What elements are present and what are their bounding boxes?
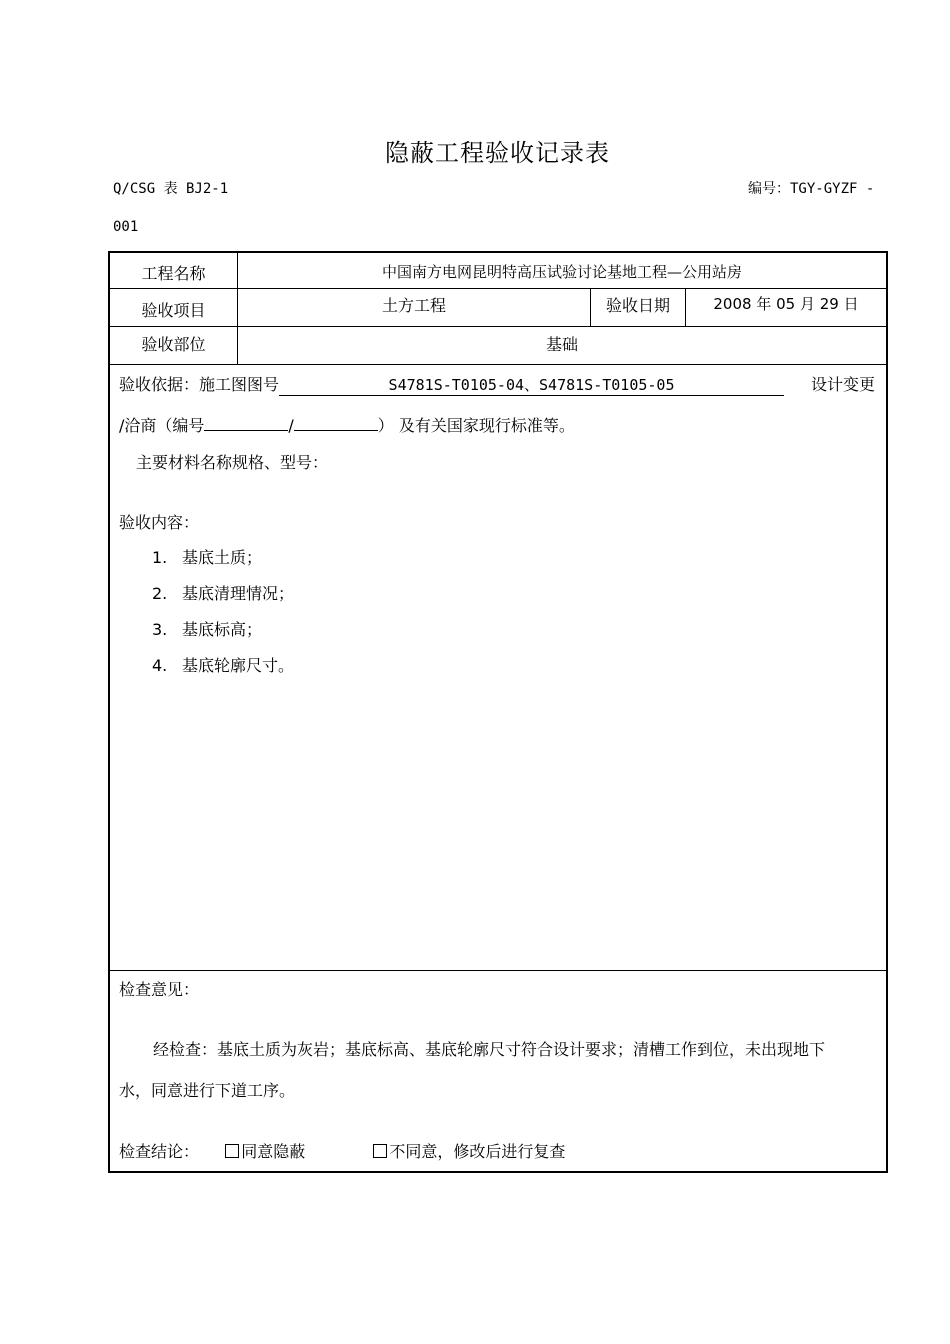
content-item	[152, 581, 294, 604]
drawing-numbers: S4781S-T0105-04、S4781S-T0105-05	[279, 374, 784, 396]
acceptance-part-label: 验收部位	[141, 335, 206, 354]
content-heading: 验收内容：	[119, 513, 200, 532]
item-number: 3.	[152, 620, 168, 639]
row-divider	[110, 364, 886, 365]
item-text: 基底标高；	[182, 620, 263, 639]
acceptance-item-label: 验收项目	[141, 301, 206, 320]
item-number: 1.	[152, 548, 168, 567]
negotiation-number-blank	[204, 430, 288, 431]
serial-label: 编号：	[748, 181, 790, 197]
content-item	[152, 617, 262, 640]
inspection-opinion-line2: 水，同意进行下道工序。	[119, 1081, 296, 1100]
record-table	[108, 251, 888, 1173]
materials-label: 主要材料名称规格、型号：	[136, 453, 329, 472]
negotiation-prefix: /洽商（编号	[119, 416, 205, 435]
row-divider	[110, 326, 886, 327]
item-text: 基底土质；	[182, 548, 263, 567]
acceptance-date-value: 2008 年 05 月 29 日	[713, 295, 859, 313]
agree-label: 同意隐蔽	[241, 1142, 306, 1161]
acceptance-part-value: 基础	[545, 335, 578, 354]
checkbox-icon	[225, 1144, 239, 1158]
acceptance-basis	[119, 372, 784, 396]
inspection-opinion-line1: 经检查：基底土质为灰岩；基底标高、基底轮廓尺寸符合设计要求；清槽工作到位，未出现地下	[153, 1040, 826, 1059]
design-change-label: 设计变更	[811, 375, 876, 394]
row-divider	[110, 288, 886, 289]
acceptance-item-value: 土方工程	[381, 296, 446, 315]
basis-prefix: 验收依据：施工图图号	[119, 375, 280, 394]
document-title: 隐蔽工程验收记录表	[385, 139, 610, 167]
negotiation-number-blank	[294, 430, 378, 431]
form-number: Q/CSG 表 BJ2-1	[113, 181, 229, 197]
acceptance-date-label: 验收日期	[605, 296, 670, 315]
inspection-opinion-label: 检查意见：	[119, 980, 200, 999]
serial-number-continued: 001	[113, 219, 139, 235]
disagree-checkbox[interactable]	[373, 1142, 565, 1161]
row-divider	[110, 970, 886, 971]
item-text: 基底轮廓尺寸。	[182, 656, 295, 675]
serial-number	[748, 178, 874, 198]
serial-value: TGY-GYZF -	[790, 181, 875, 197]
negotiation-line	[119, 413, 575, 436]
project-name-label: 工程名称	[141, 264, 206, 283]
checkbox-icon	[373, 1144, 387, 1158]
item-number: 4.	[152, 656, 168, 675]
agree-checkbox[interactable]	[225, 1142, 305, 1161]
negotiation-suffix: ） 及有关国家现行标准等。	[377, 416, 575, 435]
item-number: 2.	[152, 584, 168, 603]
disagree-label: 不同意，修改后进行复查	[389, 1142, 566, 1161]
item-text: 基底清理情况；	[182, 584, 295, 603]
content-item	[152, 545, 262, 568]
conclusion-label: 检查结论：	[119, 1142, 200, 1161]
inspection-conclusion	[119, 1139, 565, 1162]
project-name-value: 中国南方电网昆明特高压试验讨论基地工程—公用站房	[381, 263, 742, 281]
content-item	[152, 653, 294, 676]
slash: /	[288, 416, 294, 435]
